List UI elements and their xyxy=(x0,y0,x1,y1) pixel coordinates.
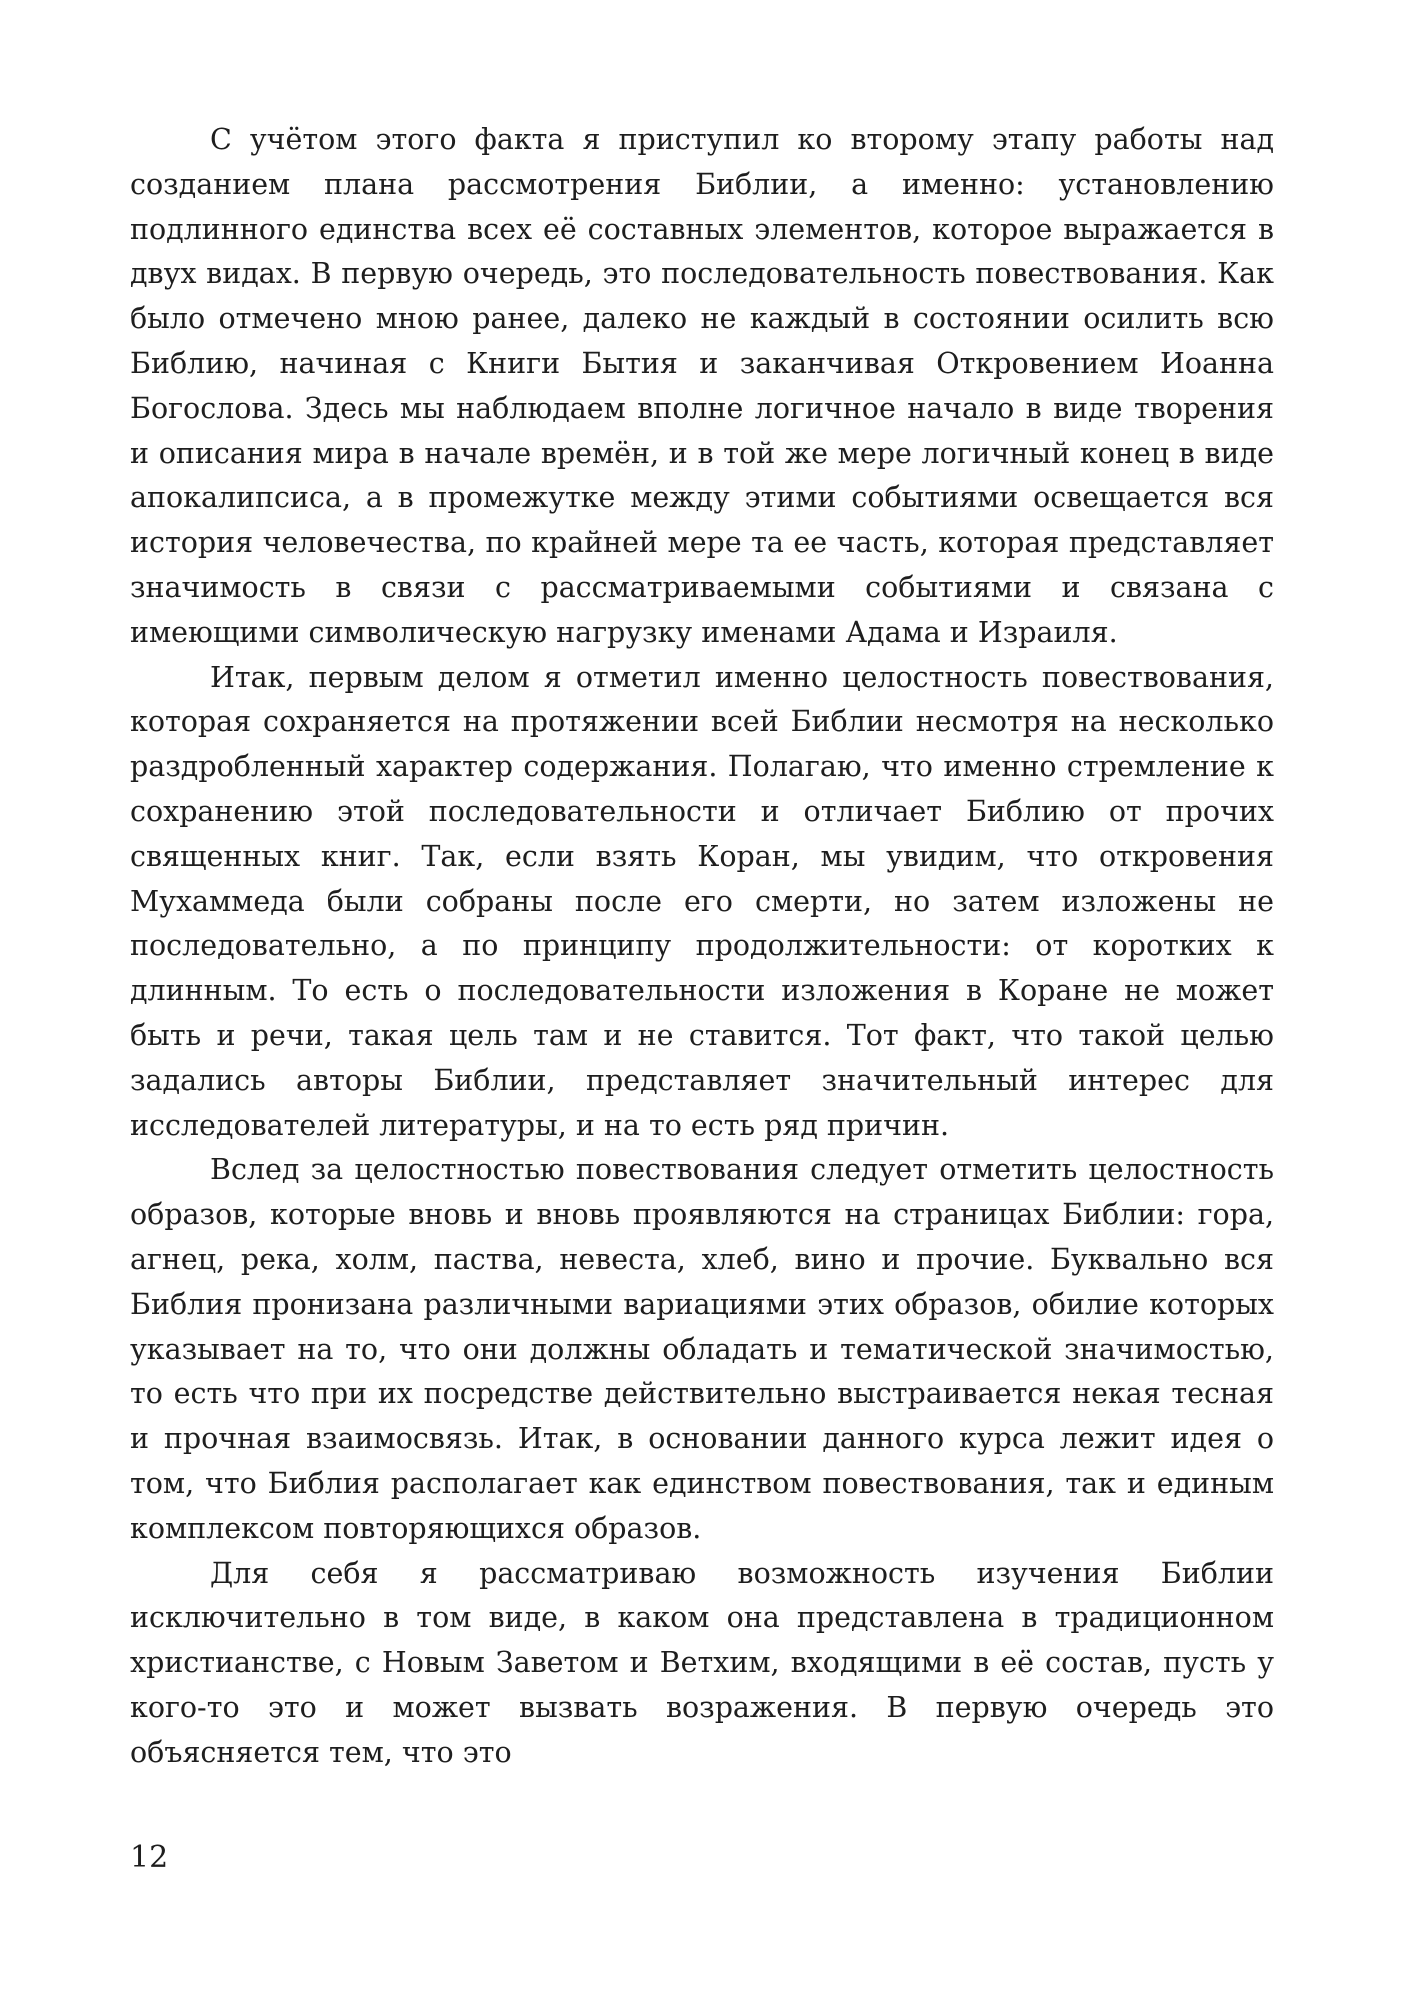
paragraph-3: Вслед за целостностью повествования следует отметить целостность образов, которые вновь и вновь проявляются на страницах Библии: гора, агнец, река, холм, паства, невеста, хлеб, вино и прочие. Буквально вся Библия пронизана различными вариациями этих образов, обилие которых указывает на то, что они должны обладать и тематической значимостью, то есть что при их посредстве действительно выстраивается некая тесная и прочная взаимосвязь. Итак, в основании данного курса лежит идея о том, что Библия располагает как единством повествования, так и единым комплексом повторяющихся образов. xyxy=(130,1153,1274,1545)
body-text xyxy=(130,118,1274,1775)
page-number: 12 xyxy=(130,1840,169,1875)
paragraph-4: Для себя я рассматриваю возможность изучения Библии исключительно в том виде, в каком она представлена в традиционном христианстве, с Новым Заветом и Ветхим, входящими в её состав, пусть у кого-то это и может вызвать возражения. В первую очередь это объясняется тем, что это xyxy=(130,1556,1274,1769)
paragraph-1: С учётом этого факта я приступил ко второму этапу работы над созданием плана рассмотрения Библии, а именно: установлению подлинного единства всех её составных элементов, которое выражается в двух видах. В первую очередь, это последовательность повествования. Как было отмечено мною ранее, далеко не каждый в состоянии осилить всю Библию, начиная с Книги Бытия и заканчивая Откровением Иоанна Богослова. Здесь мы наблюдаем вполне логичное начало в виде творения и описания мира в начале времён, и в той же мере логичный конец в виде апокалипсиса, а в промежутке между этими событиями освещается вся история человечества, по крайней мере та ее часть, которая представляет значимость в связи с рассматриваемыми событиями и связана с имеющими символическую нагрузку именами Адама и Израиля. xyxy=(130,123,1274,649)
paragraph-2: Итак, первым делом я отметил именно целостность повествования, которая сохраняется на протяжении всей Библии несмотря на несколько раздробленный характер содержания. Полагаю, что именно стремление к сохранению этой последовательности и отличает Библию от прочих священных книг. Так, если взять Коран, мы увидим, что откровения Мухаммеда были собраны после его смерти, но затем изложены не последовательно, а по принципу продолжительности: от коротких к длинным. То есть о последовательности изложения в Коране не может быть и речи, такая цель там и не ставится. Тот факт, что такой целью задались авторы Библии, представляет значительный интерес для исследователей литературы, и на то есть ряд причин. xyxy=(130,660,1274,1142)
